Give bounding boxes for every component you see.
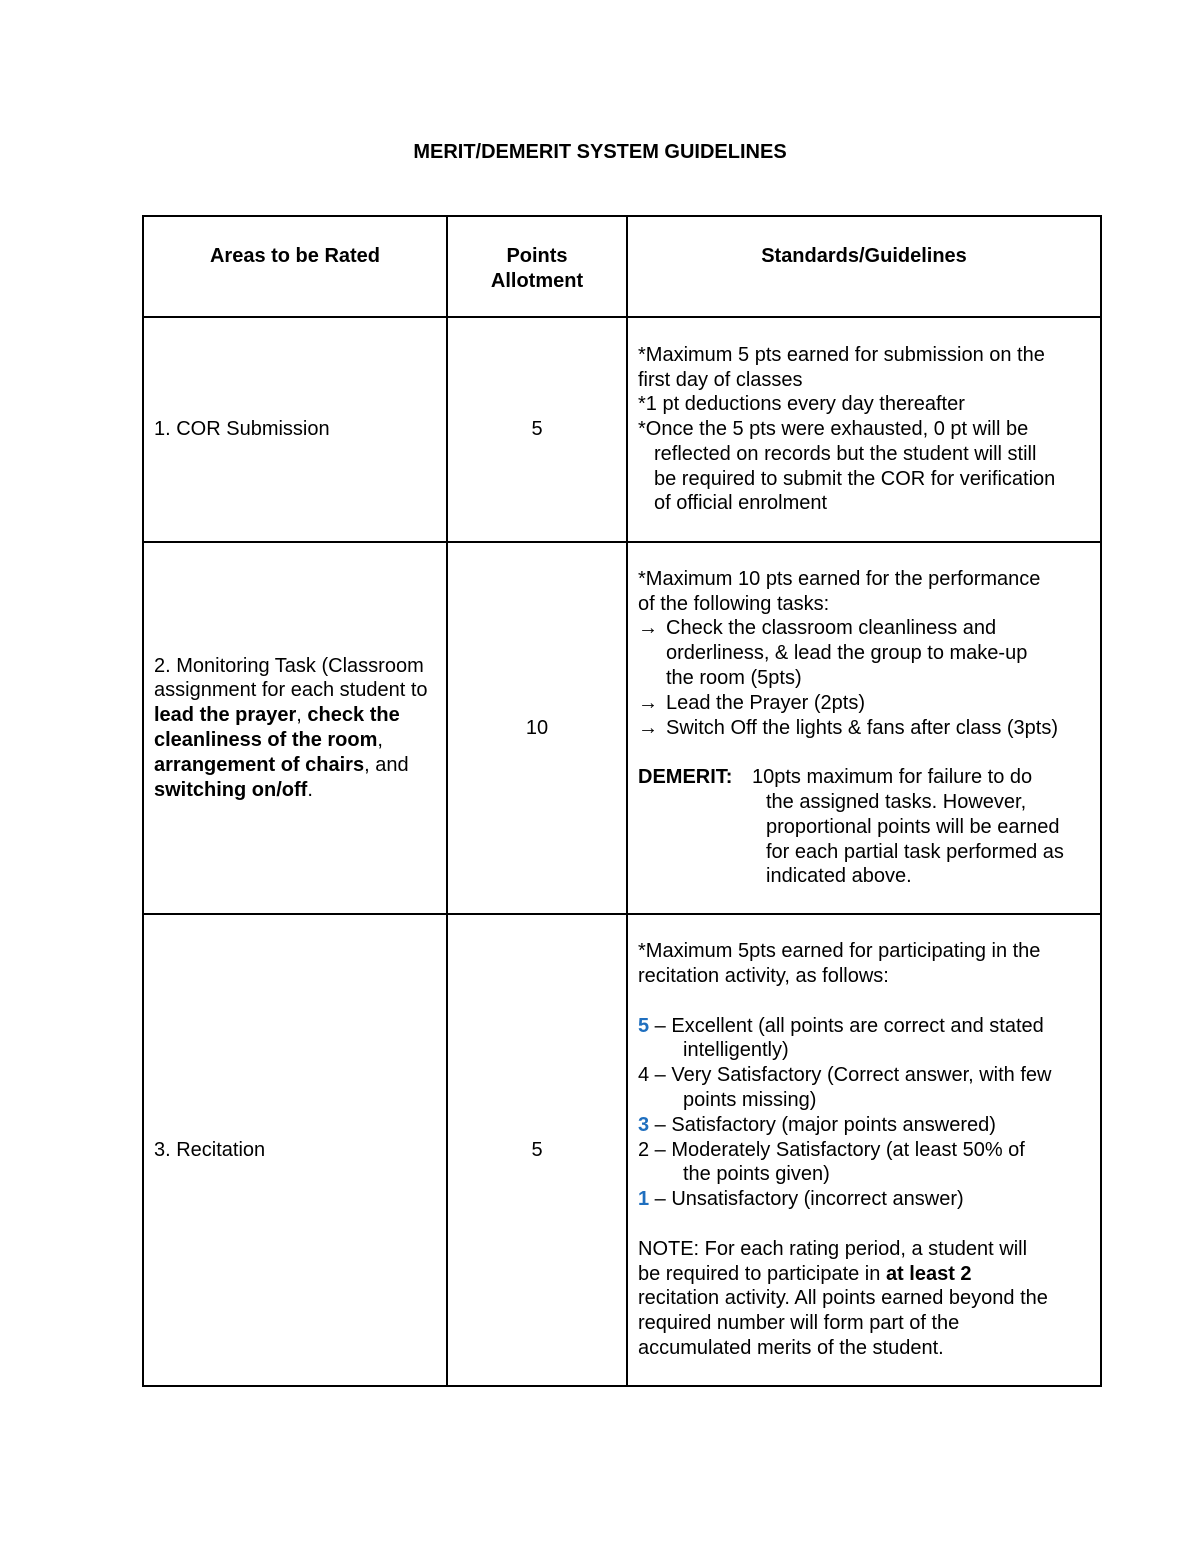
table-row	[143, 914, 1101, 1386]
arrow-icon: →	[638, 691, 658, 714]
guidelines-table	[142, 215, 1102, 1387]
rating-number: 1	[638, 1188, 650, 1211]
area-cell: 1. COR Submission	[143, 317, 447, 542]
table-row	[143, 317, 1101, 542]
points-cell: 5	[447, 914, 627, 1386]
header-standards: Standards/Guidelines	[627, 216, 1101, 317]
standards-cell: *Maximum 5pts earned for participating in the recitation activity, as follows: 5 – Excellent (all points are correct and stated intelligently) 4 – Very Satisfactory (Correct answer, with few points missing) 3 – Satisfactory (major points answered) 2 – Moderately Satisfactory (at least 50% of the points given) 1 – Unsatisfactory (incorrect answer) NOTE: For each rating period, a student will be required to participate in at least 2 recitation activity. All points earned beyond the required number will form part of the accumulated merits of the student.	[627, 914, 1101, 1386]
page-title: MERIT/DEMERIT SYSTEM GUIDELINES	[413, 141, 787, 163]
rating-number: 5	[638, 1014, 650, 1037]
standards-cell: *Maximum 5 pts earned for submission on the first day of classes *1 pt deductions every day thereafter *Once the 5 pts were exhausted, 0 pt will be reflected on records but the student will still be required to submit the COR for verification of official enrolment	[627, 317, 1101, 542]
arrow-icon: →	[638, 716, 658, 739]
header-areas: Areas to be Rated	[143, 216, 447, 317]
header-points: Points Allotment	[447, 216, 627, 317]
points-cell: 5	[447, 317, 627, 542]
demerit-note: DEMERIT: 10pts maximum for failure to do	[638, 766, 1033, 789]
arrow-icon: →	[638, 617, 658, 640]
table-header-row	[143, 216, 1101, 317]
rating-number: 3	[638, 1113, 650, 1136]
standards-cell: *Maximum 10 pts earned for the performance of the following tasks: → Check the classroom cleanliness and orderliness, & lead the group to make-up the room (5pts) → Lead the Prayer (2pts) → Switch Off the lights & fans after class (3pts) DEMERIT: 10pts maximum for failure to do the assigned tasks. However, proportional points will be earned for each partial task performed as indicated above.	[627, 542, 1101, 914]
area-cell: 3. Recitation	[143, 914, 447, 1386]
table-row	[143, 542, 1101, 914]
points-cell: 10	[447, 542, 627, 914]
area-cell: 2. Monitoring Task (Classroom assignment for each student to lead the prayer, check the cleanliness of the room, arrangement of chairs, and switching on/off.	[143, 542, 447, 914]
